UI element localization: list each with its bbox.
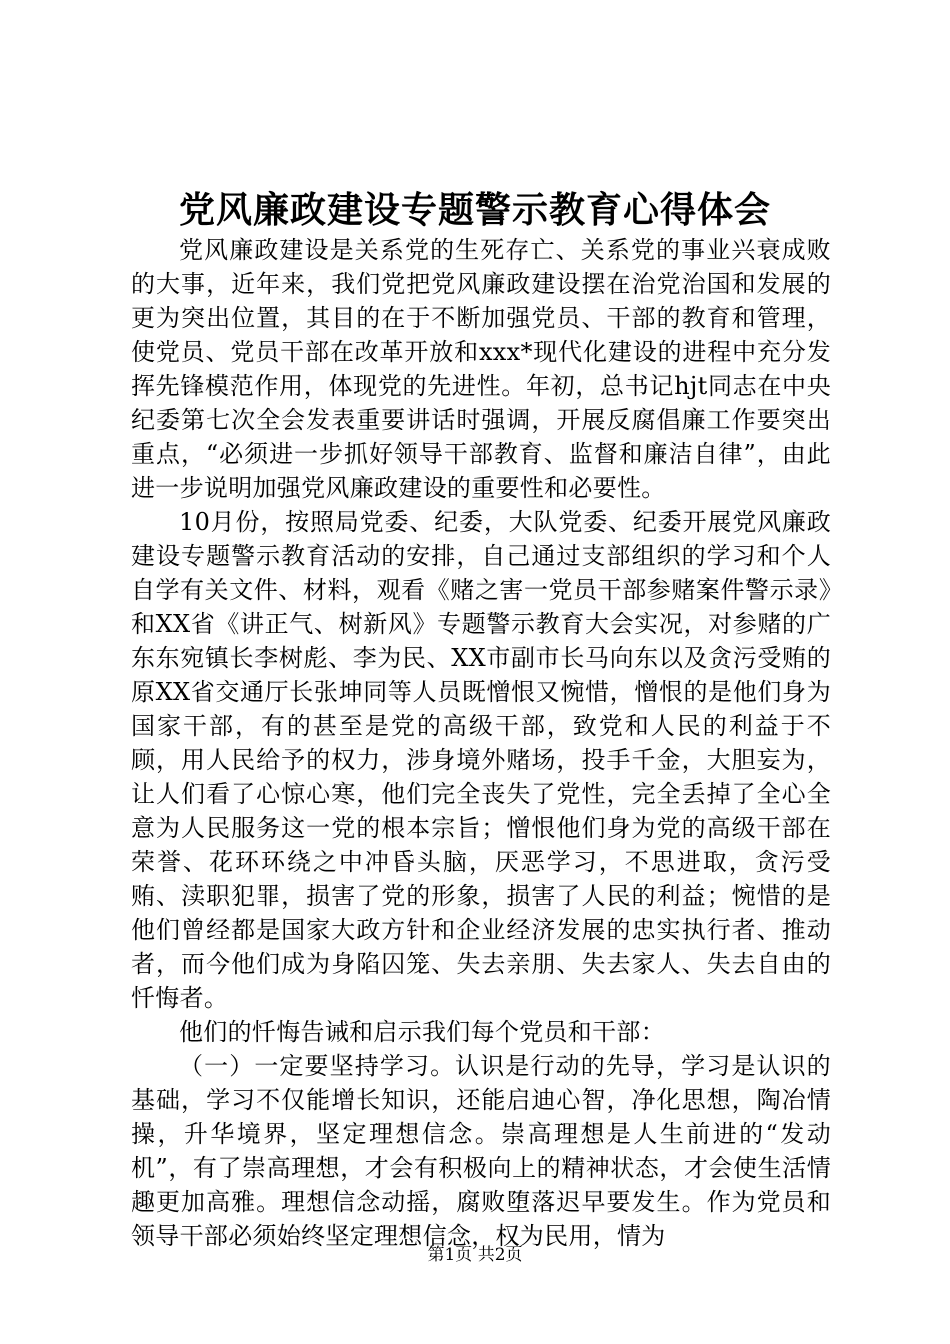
paragraph-point-one: （一）一定要坚持学习。认识是行动的先导，学习是认识的基础，学习不仅能增长知识，还能启迪心智，净化思想，陶冶情操，升华境界，坚定理想信念。崇高理想是人生前进的“发动机”，有了崇高理想，才会有积极向上的精神状态，才会使生活情趣更加高雅。理想信念动摇，腐败堕落迟早要发生。作为党员和领导干部必须始终坚定理想信念，权为民用，情为 xyxy=(131,1052,831,1250)
document-body xyxy=(131,233,831,1253)
paragraph-lessons-lead: 他们的忏悔告诫和启示我们每个党员和干部： xyxy=(179,1018,665,1046)
page-footer: 第1页 共2页 xyxy=(427,1245,523,1265)
document-title: 党风廉政建设专题警示教育心得体会 xyxy=(178,189,771,231)
paragraph-october: 10月份，按照局党委、纪委，大队党委、纪委开展党风廉政建设专题警示教育活动的安排，自己通过支部组织的学习和个人自学有关文件、材料，观看《赌之害一党员干部参赌案件警示录》和XX省《讲正气、树新风》专题警示教育大会实况，对参赌的广东东宛镇长李树彪、李为民、XX市副市长马向东以及贪污受贿的原XX省交通厅长张坤同等人员既憎恨又惋惜，憎恨的是他们身为国家干部，有的甚至是党的高级干部，致党和人民的利益于不顾，用人民给予的权力，涉身境外赌场，投手千金，大胆妄为，让人们看了心惊心寒，他们完全丧失了党性，完全丢掉了全心全意为人民服务这一党的根本宗旨；憎恨他们身为党的高级干部在荣誉、花环环绕之中冲昏头脑，厌恶学习，不思进取，贪污受贿、渎职犯罪，损害了党的形象，损害了人民的利益；惋惜的是他们曾经都是国家大政方针和企业经济发展的忠实执行者、推动者，而今他们成为身陷囚笼、失去亲朋、失去家人、失去自由的忏悔者。 xyxy=(131,508,831,1012)
paragraph-intro: 党风廉政建设是关系党的生死存亡、关系党的事业兴衰成败的大事，近年来，我们党把党风廉政建设摆在治党治国和发展的更为突出位置，其目的在于不断加强党员、干部的教育和管理，使党员、党员干部在改革开放和xxx*现代化建设的进程中充分发挥先锋模范作用，体现党的先进性。年初，总书记hjt同志在中央纪委第七次全会发表重要讲话时强调，开展反腐倡廉工作要突出重点，“必须进一步抓好领导干部教育、监督和廉洁自律”，由此进一步说明加强党风廉政建设的重要性和必要性。 xyxy=(131,236,831,502)
